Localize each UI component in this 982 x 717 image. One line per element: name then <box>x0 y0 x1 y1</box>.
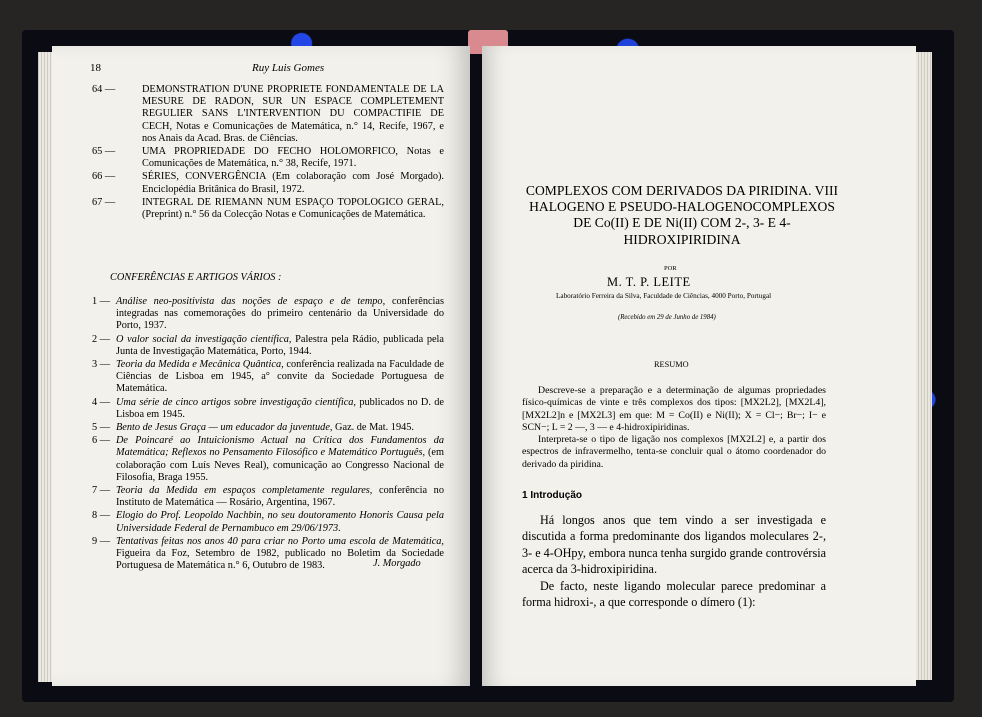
conference-details: publicados no D. de Lisboa em 1945. <box>116 396 444 420</box>
conference-item <box>92 422 444 434</box>
publication-number: 67 — <box>92 196 116 208</box>
conference-text <box>116 296 444 333</box>
publication-text: SÉRIES, CONVERGÊNCIA (Em colaboração com José Morgado). Enciclopédia Britânica do Brasil, 1972. <box>142 171 444 195</box>
conference-details: conferências integradas nas comemorações do primeiro centenário da Universidade do Porto, 1937. <box>116 296 444 332</box>
publication-number: 65 — <box>92 146 116 158</box>
conference-text <box>116 359 444 396</box>
conference-title: Elogio do Prof. Leopoldo Nachbin, no seu doutoramento Honoris Causa pela Universidade Federal de Pernambuco em 29/06/1973. <box>116 510 444 534</box>
signature: J. Morgado <box>373 558 421 569</box>
conference-item <box>92 359 444 396</box>
publication-number: 66 — <box>92 171 116 183</box>
received-date: (Recebido em 29 de Junho de 1984) <box>618 314 716 321</box>
body-text <box>522 512 826 610</box>
publication-text: DEMONSTRATION D'UNE PROPRIETE FONDAMENTALE DE LA MESURE DE RADON, SUR UN ESPACE COMPLETEMENT REGULIER SANS L'INTERVENTION DU COMPACTIFIE DE CECH, Notas e Comunicações de Matemática, n.° 14, Recife, 1967, e nos Anais da Acad. Bras. de Ciências. <box>142 84 444 144</box>
conference-number: 2 — <box>92 333 111 345</box>
abstract-heading: RESUMO <box>654 360 689 369</box>
conference-details: Gaz. de Mat. 1945. <box>332 422 414 434</box>
running-head: Ruy Luis Gomes <box>252 62 325 74</box>
body-paragraph: De facto, neste ligando molecular parece predominar a forma hidroxi-, a que corresponde o dímero (1): <box>522 578 826 610</box>
conference-item <box>92 510 444 534</box>
conference-details: Palestra pela Rádio, publicada pela Junta de Investigação Matemática, Porto, 1944. <box>116 333 444 357</box>
conference-number: 9 — <box>92 535 111 547</box>
conference-text <box>116 510 444 534</box>
conference-title: Tentativas feitas nos anos 40 para criar no Porto uma escola de Matemática, <box>116 535 444 547</box>
abstract-paragraph: Descreve-se a preparação e a determinação de algumas propriedades físico-químicas de vinte e três complexos dos tipos: [MX2L2], [MX2L4], [MX2L2]n e [MX2L3] em que: M = Co(II) e Ni(II); X = Cl−; Br−; I− e SCN−; L = 2 —, 3 — e 4-hidroxipiridinas. <box>522 385 826 433</box>
publication-item <box>92 146 444 170</box>
body-paragraph: Há longos anos que tem vindo a ser investigada e discutida a forma predominante dos ligandos moleculares 2-, 3- e 4-OHpy, embora nunca tenha surgido grande controvérsia acerca da 3-hidroxipiridina. <box>522 513 826 577</box>
conference-details: Figueira da Foz, Setembro de 1982, publicado no Boletim da Sociedade Portuguesa de Matemática n.° 6, Outubro de 1983. <box>116 548 444 572</box>
conference-title: Uma série de cinco artigos sobre investigação científica, <box>116 396 357 408</box>
conference-item <box>92 485 444 509</box>
conference-number: 4 — <box>92 396 111 408</box>
conference-text <box>116 422 444 434</box>
page-number: 18 <box>90 62 101 74</box>
section-heading: 1 Introdução <box>522 490 583 501</box>
abstract-paragraph: Interpreta-se o tipo de ligação nos complexos [MX2L2] e, a partir dos espectros de infravermelho, tenta-se concluir qual o átomo coordenador do derivado da piridina. <box>522 434 826 470</box>
conference-list <box>92 296 444 573</box>
publication-text: INTEGRAL DE RIEMANN NUM ESPAÇO TOPOLOGICO GERAL, (Preprint) n.° 56 da Colecção Notas e Comunicações de Matemática. <box>142 196 444 221</box>
conference-title: O valor social da investigação científica, <box>116 333 292 345</box>
conference-title: De Poincaré ao Intuicionismo Actual na Crítica dos Fundamentos da Matemática; Reflexos no Pensamento Filosófico e Matemático Português, <box>116 435 444 459</box>
conference-details: conferência realizada na Faculdade de Ciências de Lisboa em 1945, a° convite da Sociedade Portuguesa de Matemática. <box>116 359 444 395</box>
conference-text <box>116 397 444 421</box>
publication-text: UMA PROPRIEDADE DO FECHO HOLOMORFICO, Notas e Comunicações de Matemática, n.° 38, Recife, 1971. <box>142 146 444 170</box>
conference-details: (em colaboração com Luís Neves Real), comunicação ao Congresso Nacional de Filosofia, Braga 1955. <box>116 447 444 483</box>
abstract <box>522 385 826 471</box>
publication-item <box>92 84 444 145</box>
conference-number: 8 — <box>92 510 111 522</box>
conference-text <box>116 435 444 484</box>
conference-item <box>92 397 444 421</box>
publication-number: 64 — <box>92 84 116 95</box>
conference-title: Análise neo-positivista das noções de espaço e de tempo, <box>116 296 386 307</box>
byline-label: POR <box>664 265 677 272</box>
conference-title: Teoria da Medida em espaços completamente regulares, <box>116 485 373 497</box>
article-title: COMPLEXOS COM DERIVADOS DA PIRIDINA. VIII HALOGENO E PSEUDO-HALOGENOCOMPLEXOS DE Co(II) E DE Ni(II) COM 2-, 3- E 4-HIDROXIPIRIDINA <box>525 183 839 247</box>
conference-text <box>116 334 444 358</box>
conference-item <box>92 435 444 484</box>
conference-title: Bento de Jesus Graça — um educador da juventude, <box>116 422 333 434</box>
conference-number: 6 — <box>92 435 111 447</box>
conference-item <box>92 296 444 333</box>
publication-item <box>92 171 444 195</box>
publication-item <box>92 197 444 221</box>
conference-number: 3 — <box>92 359 111 371</box>
conference-number: 1 — <box>92 296 111 307</box>
section-title: CONFERÊNCIAS E ARTIGOS VÁRIOS : <box>110 272 282 283</box>
publication-list <box>92 84 444 222</box>
conference-details: conferência no Instituto de Matemática — Rosário, Argentina, 1967. <box>116 485 444 509</box>
conference-number: 7 — <box>92 485 111 497</box>
conference-text <box>116 485 444 509</box>
article-author: M. T. P. LEITE <box>607 275 691 289</box>
author-affiliation: Laboratório Ferreira da Silva, Faculdade de Ciências, 4000 Porto, Portugal <box>556 292 772 300</box>
conference-number: 5 — <box>92 422 111 434</box>
conference-title: Teoria da Medida e Mecânica Quântica, <box>116 359 284 371</box>
conference-item <box>92 334 444 358</box>
